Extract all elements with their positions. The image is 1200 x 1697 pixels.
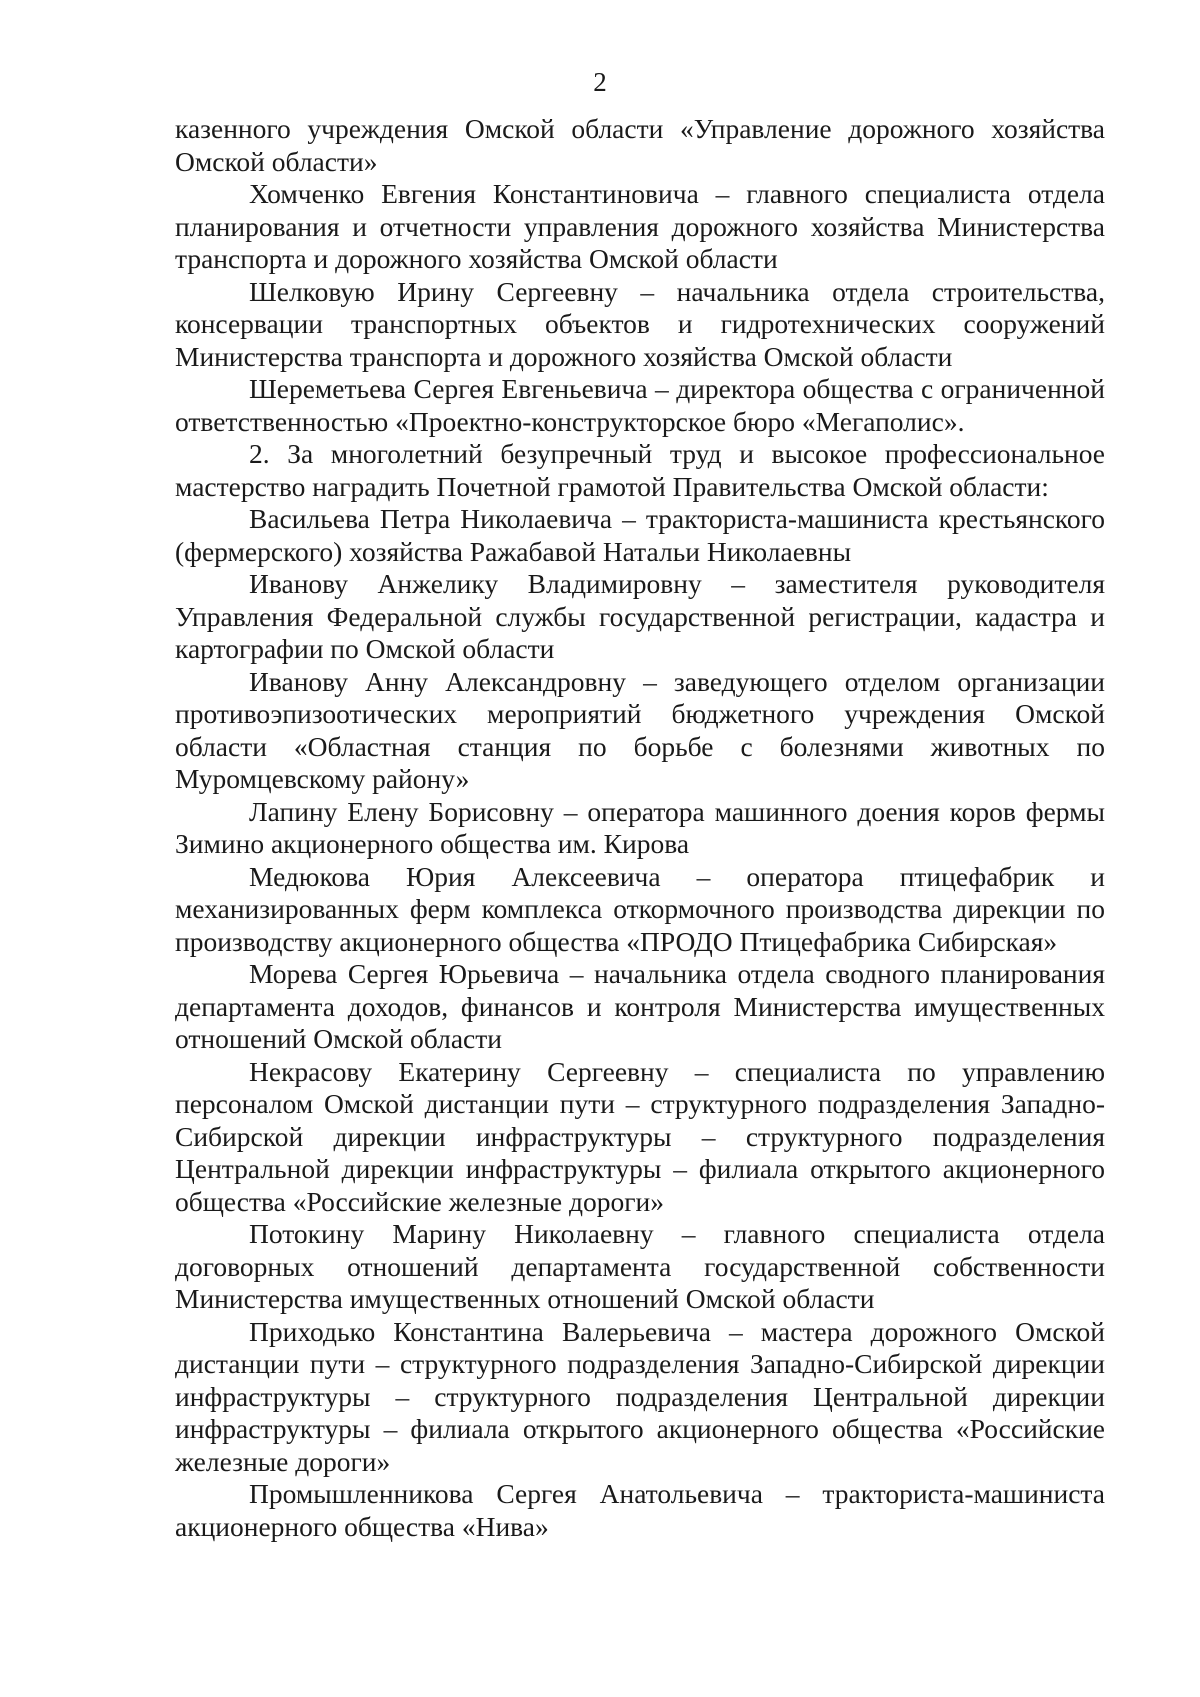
paragraph-morev: Морева Сергея Юрьевича – начальника отдела сводного планирования департамента доходов, финансов и контроля Министерства имущественных отношений Омской области: [175, 958, 1105, 1054]
paragraph-shelkovaya: Шелковую Ирину Сергеевну – начальника отдела строительства, консервации транспортных объектов и гидротехнических сооружений Министерства транспорта и дорожного хозяйства Омской области: [175, 275, 1105, 372]
paragraph-medyukov: Медюкова Юрия Алексеевича – оператора птицефабрик и механизированных ферм комплекса откормочного производства дирекции по производству акционерного общества «ПРОДО Птицефабрика Сибирская»: [175, 860, 1105, 957]
paragraph-sheremetyev: Шереметьева Сергея Евгеньевича – директора общества с ограниченной ответственностью «Проектно-конструкторское бюро «Мегаполис».: [175, 373, 1105, 437]
paragraph-section-2-heading: 2. За многолетний безупречный труд и высокое профессиональное мастерство наградить Почетной грамотой Правительства Омской области:: [175, 438, 1105, 502]
paragraph-prikhodko: Приходько Константина Валерьевича – мастера дорожного Омской дистанции пути – структурного подразделения Западно-Сибирской дирекции инфраструктуры – структурного подразделения Центральной дирекции инфраструктуры – филиала открытого акционерного общества «Российские железные дороги»: [175, 1315, 1105, 1477]
paragraph-vasilyev: Васильева Петра Николаевича – тракториста-машиниста крестьянского (фермерского) хозяйства Ражабавой Натальи Николаевны: [175, 503, 1105, 567]
document-body: [175, 113, 1105, 1543]
paragraph-potokina: Потокину Марину Николаевну – главного специалиста отдела договорных отношений департамента государственной собственности Министерства имущественных отношений Омской области: [175, 1218, 1105, 1314]
paragraph-lapina: Лапину Елену Борисовну – оператора машинного доения коров фермы Зимино акционерного общества им. Кирова: [175, 795, 1105, 859]
paragraph-promyshlennikov: Промышленникова Сергея Анатольевича – тракториста-машиниста акционерного общества «Нива»: [175, 1478, 1105, 1542]
paragraph-khomchenko: Хомченко Евгения Константиновича – главного специалиста отдела планирования и отчетности управления дорожного хозяйства Министерства транспорта и дорожного хозяйства Омской области: [175, 178, 1105, 274]
paragraph-ivanova-anzhelika: Иванову Анжелику Владимировну – заместителя руководителя Управления Федеральной службы государственной регистрации, кадастра и картографии по Омской области: [175, 568, 1105, 664]
paragraph-nekrasova: Некрасову Екатерину Сергеевну – специалиста по управлению персоналом Омской дистанции пути – структурного подразделения Западно-Сибирской дирекции инфраструктуры – структурного подразделения Центральной дирекции инфраструктуры – филиала открытого акционерного общества «Российские железные дороги»: [175, 1055, 1105, 1217]
page-number: 2: [593, 67, 607, 97]
paragraph-ivanova-anna: Иванову Анну Александровну – заведующего отделом организации противоэпизоотических мероприятий бюджетного учреждения Омской области «Областная станция по борьбе с болезнями животных по Муромцевскому району»: [175, 665, 1105, 794]
paragraph-continuation: казенного учреждения Омской области «Управление дорожного хозяйства Омской области»: [175, 113, 1105, 177]
